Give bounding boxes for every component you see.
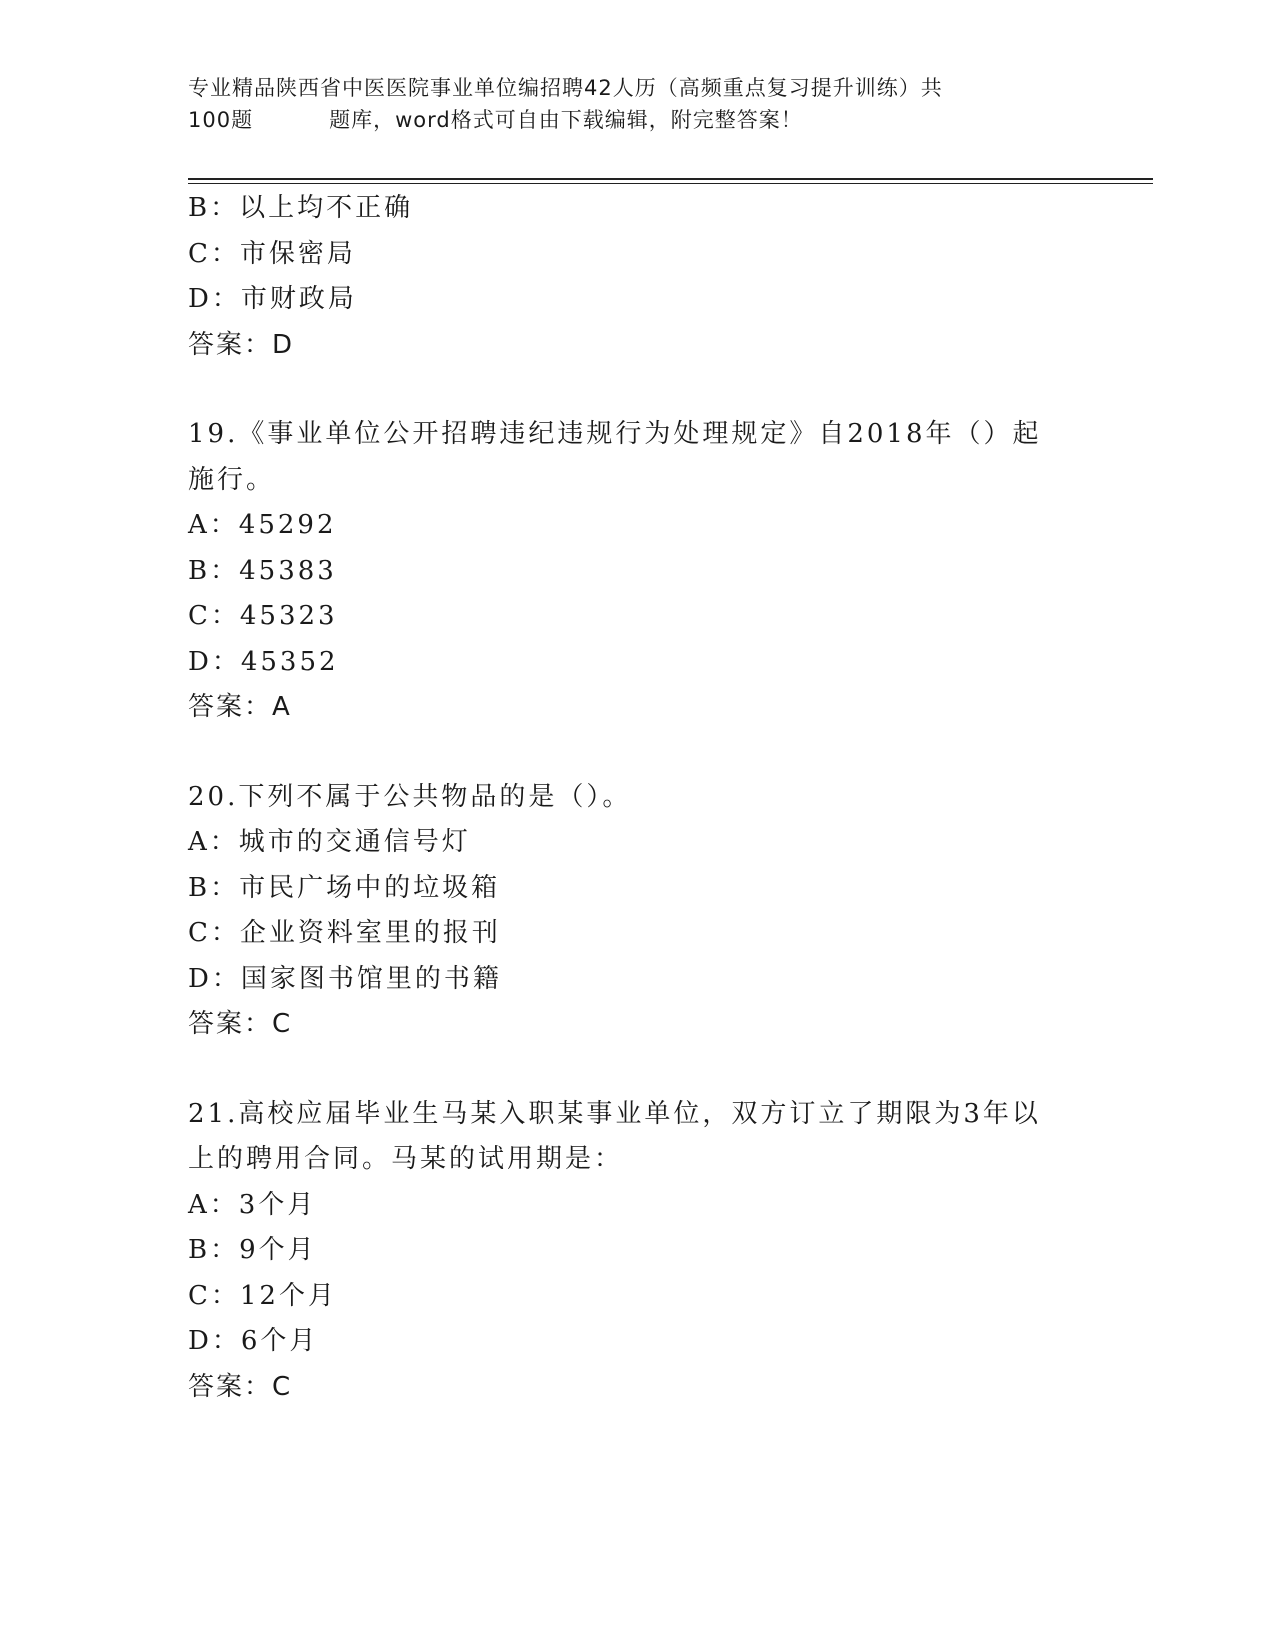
- question-list: [188, 186, 1088, 1410]
- option-c: C：12个月: [188, 1280, 337, 1311]
- option-d: D：45352: [188, 646, 339, 677]
- question-text: 20.下列不属于公共物品的是（）。: [188, 781, 632, 812]
- answer: 答案：D: [188, 329, 295, 360]
- option-b: B：45383: [188, 555, 337, 586]
- option-d: D：国家图书馆里的书籍: [188, 963, 502, 994]
- option-a: A：城市的交通信号灯: [188, 827, 471, 857]
- question-20: [188, 775, 1088, 1048]
- header-line-2-left: 100题: [188, 108, 254, 132]
- answer: 答案：C: [188, 1371, 293, 1402]
- header-line-2: [188, 104, 1088, 136]
- document-header: [188, 72, 1088, 136]
- header-divider-thin: [188, 183, 1153, 184]
- option-b: B：市民广场中的垃圾箱: [188, 872, 501, 903]
- header-line-2-right: 题库，word格式可自由下载编辑，附完整答案！: [329, 108, 803, 132]
- option-a: A：3个月: [188, 1189, 317, 1220]
- option-b: B：9个月: [188, 1235, 317, 1265]
- answer: 答案：A: [188, 692, 292, 722]
- header-divider-thick: [188, 178, 1153, 180]
- option-d: D：6个月: [188, 1326, 319, 1356]
- option-a: A：45292: [188, 510, 337, 540]
- option-c: C：市保密局: [188, 238, 356, 269]
- option-b: B：以上均不正确: [188, 193, 414, 223]
- question-text: 19.《事业单位公开招聘违纪违规行为处理规定》自2018年（）起施行。: [188, 419, 1042, 495]
- question-18-tail: [188, 186, 1088, 368]
- option-d: D：市财政局: [188, 284, 357, 314]
- option-c: C：45323: [188, 601, 338, 631]
- option-c: C：企业资料室里的报刊: [188, 918, 501, 948]
- question-19: [188, 412, 1088, 731]
- question-21: [188, 1092, 1088, 1411]
- answer: 答案：C: [188, 1009, 293, 1039]
- header-line-1: 专业精品陕西省中医医院事业单位编招聘42人历（高频重点复习提升训练）共: [188, 76, 943, 100]
- question-text: 21.高校应届毕业生马某入职某事业单位，双方订立了期限为3年以上的聘用合同。马某的试用期是：: [188, 1098, 1041, 1174]
